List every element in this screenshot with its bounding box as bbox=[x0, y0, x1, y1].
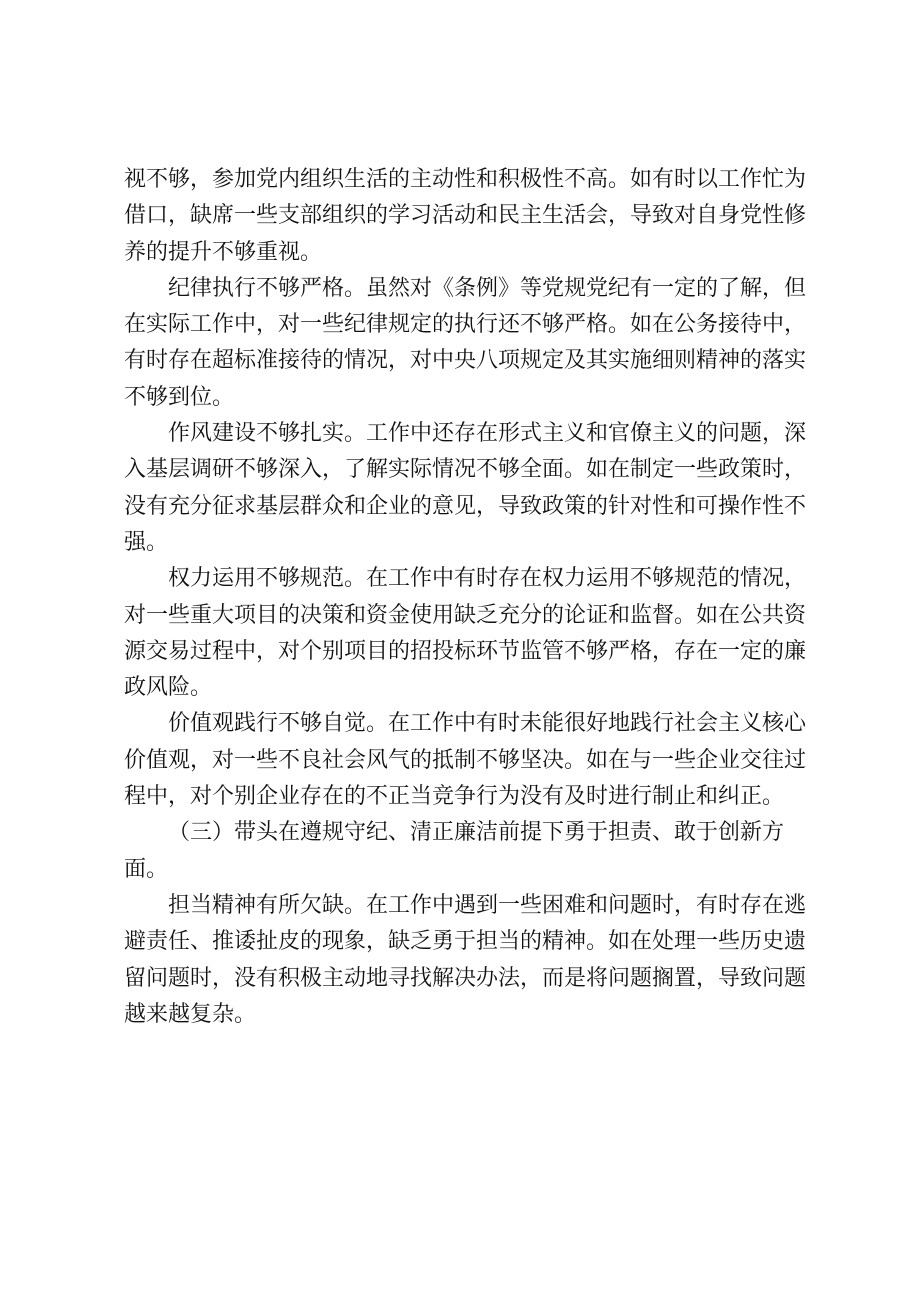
paragraph-responsibility: 担当精神有所欠缺。在工作中遇到一些困难和问题时，有时存在逃避责任、推诿扯皮的现象，缺乏勇于担当的精神。如在处理一些历史遗留问题时，没有积极主动地寻找解决办法，而是将问题搁置，导致问题越来越复杂。 bbox=[124, 892, 807, 1027]
paragraph-values: 价值观践行不够自觉。在工作中有时未能很好地践行社会主义核心价值观，对一些不良社会风气的抵制不够坚决。如在与一些企业交往过程中，对个别企业存在的不正当竞争行为没有及时进行制止和纠正。 bbox=[124, 711, 807, 810]
document-body bbox=[124, 162, 806, 1033]
paragraph-work-style: 作风建设不够扎实。工作中还存在形式主义和官僚主义的问题，深入基层调研不够深入，了解实际情况不够全面。如在制定一些政策时，没有充分征求基层群众和企业的意见，导致政策的针对性和可操作性不强。 bbox=[124, 421, 807, 555]
paragraph-power-use: 权力运用不够规范。在工作中有时存在权力运用不够规范的情况，对一些重大项目的决策和资金使用缺乏充分的论证和监督。如在公共资源交易过程中，对个别项目的招投标环节监管不够严格，存在一定的廉政风险。 bbox=[124, 566, 807, 701]
paragraph-discipline: 纪律执行不够严格。虽然对《条例》等党规党纪有一定的了解，但在实际工作中，对一些纪律规定的执行还不够严格。如在公务接待中，有时存在超标准接待的情况，对中央八项规定及其实施细则精神的落实不够到位。 bbox=[124, 275, 807, 410]
paragraph-continuation: 视不够，参加党内组织生活的主动性和积极性不高。如有时以工作忙为借口，缺席一些支部组织的学习活动和民主生活会，导致对自身党性修养的提升不够重视。 bbox=[124, 167, 807, 265]
section-heading: （三）带头在遵规守纪、清正廉洁前提下勇于担责、敢于创新方面。 bbox=[124, 820, 785, 882]
